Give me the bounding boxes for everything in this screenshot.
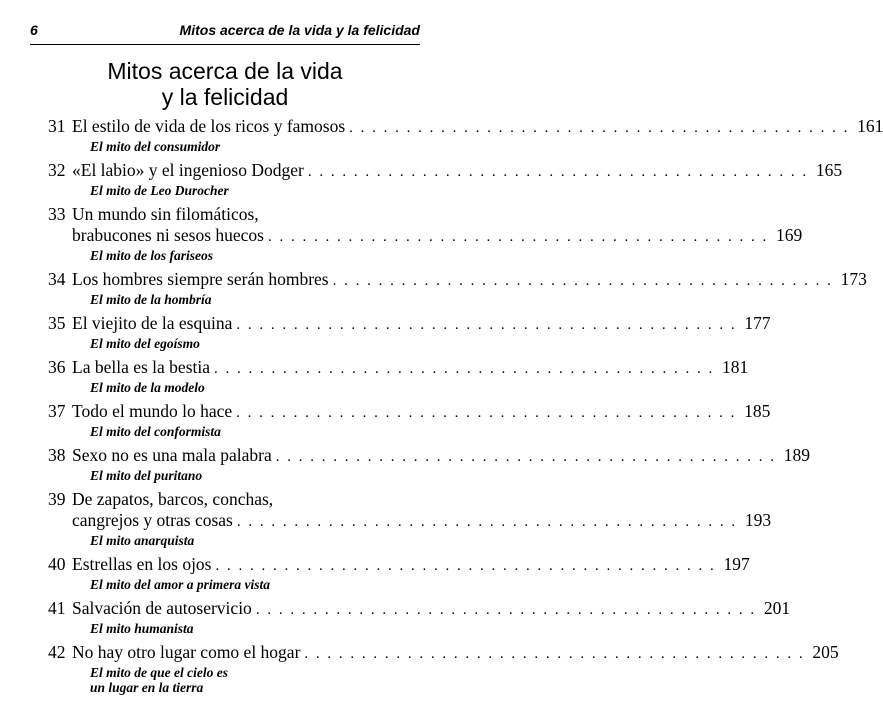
toc-leader-dots: . . . . . . . . . . . . . . . . . . . . . . . . . . . . . . . . . . . . . . . . . . . .: [236, 317, 737, 333]
toc-entry-line: [48, 269, 867, 292]
toc-entry-number: 34: [48, 269, 66, 289]
toc-entry-line: [48, 313, 771, 336]
toc-entry-line: [48, 160, 843, 183]
toc-entry-subtitle: [48, 577, 418, 592]
toc-entry-title: Los hombres siempre serán hombres: [72, 269, 329, 289]
toc-entry: [48, 357, 749, 395]
toc-entry-subtitle-line: El mito anarquista: [90, 533, 195, 548]
table-of-contents: [48, 116, 883, 701]
running-header: [30, 22, 420, 42]
toc-leader-dots: . . . . . . . . . . . . . . . . . . . . . . . . . . . . . . . . . . . . . . . . . . . .: [236, 405, 737, 421]
toc-entry: [48, 116, 883, 154]
toc-entry: [48, 445, 810, 483]
toc-entry-line: [48, 510, 772, 533]
toc-entry-page: 169: [775, 225, 803, 245]
toc-entry-page: 165: [815, 160, 843, 180]
toc-entry-number: 32: [48, 160, 66, 180]
toc-entry-title: «El labio» y el ingenioso Dodger: [72, 160, 304, 180]
toc-entry-subtitle: [48, 424, 418, 439]
toc-entry-subtitle-line: El mito del consumidor: [90, 139, 221, 154]
toc-entry-subtitle-line: El mito del puritano: [90, 468, 203, 483]
toc-entry-number: 38: [48, 445, 66, 465]
toc-leader-dots: . . . . . . . . . . . . . . . . . . . . . . . . . . . . . . . . . . . . . . . . . . . .: [349, 120, 850, 136]
toc-entry-subtitle: [48, 468, 418, 483]
toc-entry-subtitle: [48, 183, 418, 198]
toc-entry-number: 40: [48, 554, 66, 574]
toc-leader-dots: . . . . . . . . . . . . . . . . . . . . . . . . . . . . . . . . . . . . . . . . . . . .: [267, 229, 769, 245]
toc-entry-subtitle: [48, 533, 418, 548]
toc-entry-subtitle-line: El mito del amor a primera vista: [90, 577, 271, 592]
toc-entry-subtitle-line: El mito de la modelo: [90, 380, 205, 395]
toc-entry-number: 33: [48, 204, 66, 224]
toc-entry: [48, 489, 772, 548]
toc-entry-subtitle: [48, 139, 418, 154]
toc-entry-page: 201: [763, 598, 791, 618]
toc-leader-dots: . . . . . . . . . . . . . . . . . . . . . . . . . . . . . . . . . . . . . . . . . . . .: [307, 164, 809, 180]
toc-entry-title: Todo el mundo lo hace: [72, 401, 233, 421]
toc-entry-page: 205: [812, 642, 839, 662]
toc-entry-subtitle-line: un lugar en la tierra: [90, 680, 204, 695]
toc-entry-number: 41: [48, 598, 66, 618]
toc-entry-subtitle-line: El mito del egoísmo: [90, 336, 200, 351]
toc-entry-subtitle-line: El mito de los fariseos: [90, 248, 214, 263]
toc-entry-line: [48, 642, 839, 665]
toc-entry-number: 36: [48, 357, 66, 377]
section-title-line-1: Mitos acerca de la vida: [107, 58, 343, 84]
toc-entry-page: 185: [744, 401, 771, 421]
toc-entry-subtitle: [48, 621, 418, 636]
toc-entry-number: 35: [48, 313, 66, 333]
toc-entry-subtitle-line: El mito del conformista: [90, 424, 221, 439]
toc-entry-title: cangrejos y otras cosas: [72, 510, 233, 530]
toc-entry-title: Salvación de autoservicio: [72, 598, 252, 618]
toc-entry-page: 189: [783, 445, 810, 465]
toc-entry-page: 161: [857, 116, 883, 136]
header-rule: [30, 44, 420, 45]
toc-entry-title: De zapatos, barcos, conchas,: [72, 489, 274, 509]
toc-entry-line: [48, 116, 883, 139]
toc-entry-subtitle: [48, 665, 418, 695]
toc-entry: [48, 554, 750, 592]
toc-entry: [48, 401, 771, 439]
toc-entry-page: 197: [723, 554, 750, 574]
section-title-line-2: y la felicidad: [161, 84, 289, 110]
toc-entry: [48, 642, 839, 695]
toc-entry: [48, 160, 843, 198]
toc-entry: [48, 598, 791, 636]
toc-entry-subtitle: [48, 248, 418, 263]
toc-leader-dots: . . . . . . . . . . . . . . . . . . . . . . . . . . . . . . . . . . . . . . . . . . . .: [236, 514, 738, 530]
toc-entry-number: 42: [48, 642, 66, 662]
toc-leader-dots: . . . . . . . . . . . . . . . . . . . . . . . . . . . . . . . . . . . . . . . . . . . .: [304, 646, 805, 662]
running-title: Mitos acerca de la vida y la felicidad: [179, 22, 420, 38]
toc-leader-dots: . . . . . . . . . . . . . . . . . . . . . . . . . . . . . . . . . . . . . . . . . . . .: [332, 273, 833, 289]
toc-entry-line: [48, 357, 749, 380]
toc-entry-title: No hay otro lugar como el hogar: [72, 642, 301, 662]
toc-leader-dots: . . . . . . . . . . . . . . . . . . . . . . . . . . . . . . . . . . . . . . . . . . . .: [255, 602, 757, 618]
toc-entry-subtitle-line: El mito de la hombría: [90, 292, 212, 307]
toc-entry-title: brabucones ni sesos huecos: [72, 225, 264, 245]
toc-entry-subtitle-line: El mito humanista: [90, 621, 194, 636]
toc-entry-line: [48, 598, 791, 621]
toc-entry-number: 31: [48, 116, 66, 136]
toc-entry: [48, 313, 771, 351]
toc-entry-page: 173: [840, 269, 867, 289]
toc-entry-subtitle: [48, 292, 418, 307]
toc-entry-subtitle-line: El mito de que el cielo es: [90, 665, 228, 680]
toc-entry-subtitle: [48, 380, 418, 395]
toc-entry: [48, 204, 803, 263]
toc-entry-line: [48, 225, 803, 248]
toc-entry-title: Sexo no es una mala palabra: [72, 445, 272, 465]
toc-entry-page: 177: [744, 313, 771, 333]
toc-leader-dots: . . . . . . . . . . . . . . . . . . . . . . . . . . . . . . . . . . . . . . . . . . . .: [215, 558, 716, 574]
toc-entry-title: Estrellas en los ojos: [72, 554, 212, 574]
toc-entry-line: [48, 204, 418, 225]
toc-leader-dots: . . . . . . . . . . . . . . . . . . . . . . . . . . . . . . . . . . . . . . . . . . . .: [275, 449, 776, 465]
toc-entry-number: 37: [48, 401, 66, 421]
toc-entry-title: La bella es la bestia: [72, 357, 210, 377]
toc-entry-title: El estilo de vida de los ricos y famosos: [72, 116, 346, 136]
toc-entry-line: [48, 401, 771, 424]
toc-entry: [48, 269, 867, 307]
toc-entry-page: 181: [722, 357, 749, 377]
toc-entry-page: 193: [744, 510, 772, 530]
toc-entry-title: Un mundo sin filomáticos,: [72, 204, 259, 224]
toc-entry-line: [48, 489, 418, 510]
page-number: 6: [30, 22, 38, 38]
toc-entry-subtitle-line: El mito de Leo Durocher: [90, 183, 229, 198]
toc-entry-number: 39: [48, 489, 66, 509]
toc-entry-line: [48, 554, 750, 577]
toc-entry-title: El viejito de la esquina: [72, 313, 233, 333]
toc-leader-dots: . . . . . . . . . . . . . . . . . . . . . . . . . . . . . . . . . . . . . . . . . . . .: [214, 361, 715, 377]
toc-entry-subtitle: [48, 336, 418, 351]
toc-entry-line: [48, 445, 810, 468]
